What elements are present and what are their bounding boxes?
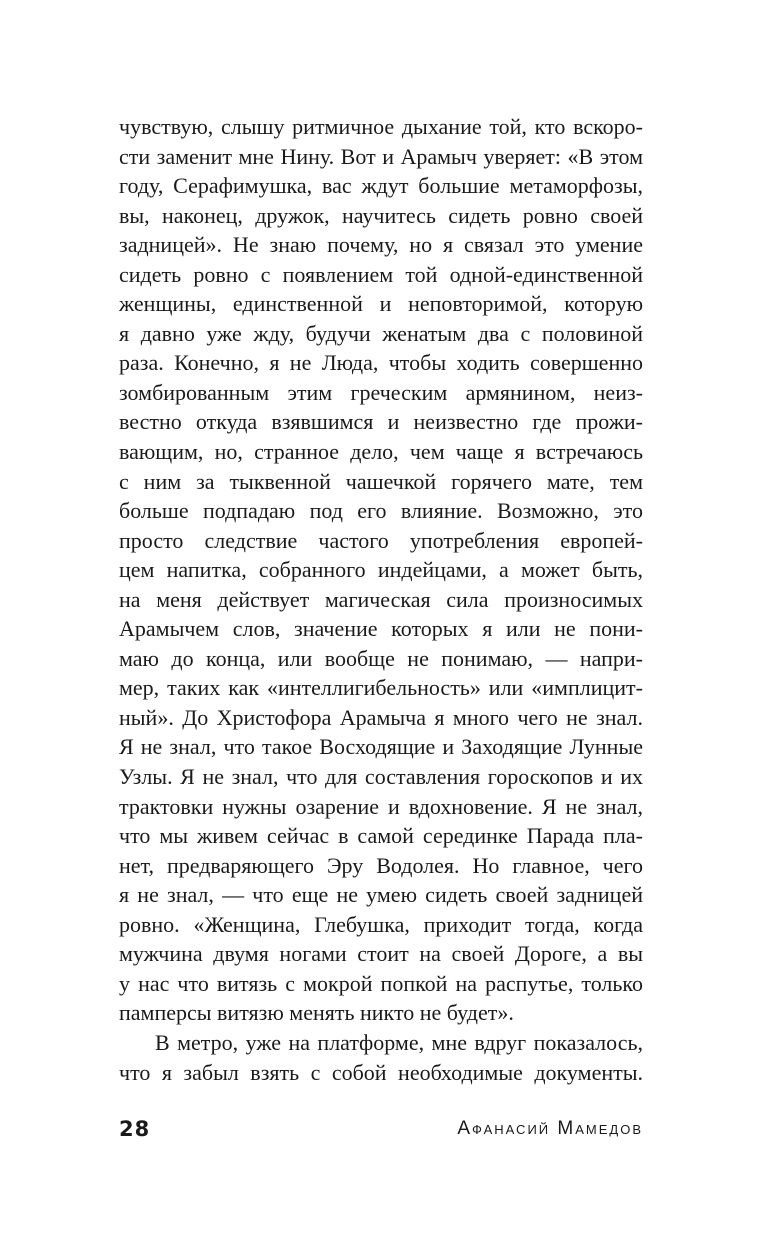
text-line: на меня действует магическая сила произносимых [119, 586, 643, 612]
text-line: Арамычем слов, значение которых я или не пони- [119, 616, 643, 642]
text-line: задницей». Не знаю почему, но я связал это умение [119, 232, 643, 258]
text-line: Я не знал, что такое Восходящие и Заходящие Лунные [119, 734, 643, 760]
text-line: памперсы витязю менять никто не будет». [119, 1000, 514, 1026]
text-line: В метро, уже на платформе, мне вдруг показалось, [155, 1029, 643, 1055]
text-line: сти заменит мне Нину. Вот и Арамыч уверяет: «В этом [119, 143, 643, 169]
text-line: цем напитка, собранного индейцами, а может быть, [119, 557, 643, 583]
text-line: маю до конца, или вообще не понимаю, — напри- [119, 645, 643, 671]
text-line: просто следствие частого употребления европей- [119, 527, 643, 553]
page-number: 28 [119, 1117, 151, 1141]
text-line: вестно откуда взявшимся и неизвестно где прожи- [119, 409, 643, 435]
text-line: мер, таких как «интеллигибельность» или «имплицит- [119, 675, 643, 701]
text-line: вающим, но, странное дело, чем чаще я встречаюсь [119, 439, 643, 465]
text-line: я давно уже жду, будучи женатым два с половиной [119, 320, 643, 346]
text-line: я не знал, — что еще не умею сидеть своей задницей [119, 882, 643, 908]
text-line: женщины, единственной и неповторимой, которую [119, 291, 643, 317]
text-line: у нас что витязь с мокрой попкой на распутье, только [119, 970, 643, 996]
text-line: ный». До Христофора Арамыча я много чего не знал. [119, 704, 643, 730]
text-line: Узлы. Я не знал, что для составления гороскопов и их [119, 764, 643, 790]
text-line: сидеть ровно с появлением той одной-единственной [119, 261, 643, 287]
text-line: больше подпадаю под его влияние. Возможно, это [119, 498, 643, 524]
text-line: чувствую, слышу ритмичное дыхание той, кто вскоро- [119, 114, 643, 139]
page-footer [119, 1113, 643, 1145]
text-line: ровно. «Женщина, Глебушка, приходит тогда, когда [119, 911, 643, 937]
running-head-author: Афанасий Мамедов [457, 1118, 643, 1139]
text-line: что я забыл взять с собой необходимые документы. [119, 1059, 643, 1085]
text-line: мужчина двумя ногами стоит на своей Дороге, а вы [119, 941, 643, 967]
text-line: нет, предваряющего Эру Водолея. Но главное, чего [119, 852, 643, 878]
text-line: раза. Конечно, я не Люда, чтобы ходить совершенно [119, 350, 643, 376]
text-line: вы, наконец, дружок, научитесь сидеть ровно своей [119, 202, 643, 228]
text-line: зомбированным этим греческим армянином, неиз- [119, 379, 643, 405]
text-line: году, Серафимушка, вас ждут большие метаморфозы, [119, 173, 643, 199]
text-line: что мы живем сейчас в самой серединке Парада пла- [119, 823, 643, 849]
text-line: с ним за тыквенной чашечкой горячего мате, тем [119, 468, 643, 494]
page-body [119, 112, 643, 1087]
text-line: трактовки нужны озарение и вдохновение. Я не знал, [119, 793, 643, 819]
